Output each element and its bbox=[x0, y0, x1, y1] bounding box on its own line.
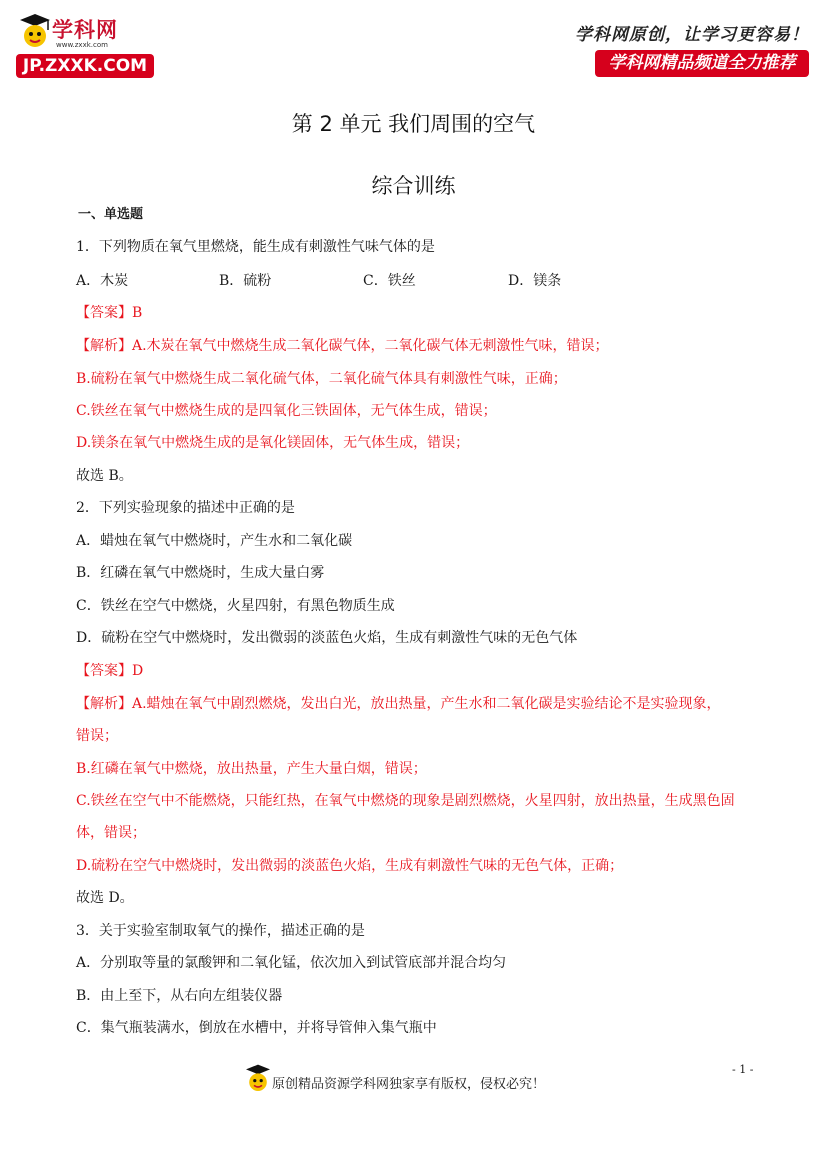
logo-brand: 学科网 bbox=[52, 18, 118, 42]
option-b: B．硫粉 bbox=[219, 273, 272, 289]
option-a: A．木炭 bbox=[76, 273, 129, 289]
logo-site-badge[interactable]: JP.ZXXK.COM bbox=[16, 54, 154, 78]
analysis-line: C.铁丝在空气中不能燃烧，只能红热，在氧气中燃烧的现象是剧烈燃烧，火星四射，放出热量，生成黑色固 bbox=[76, 793, 735, 809]
analysis-line: B.红磷在氧气中燃烧，放出热量，产生大量白烟，错误； bbox=[76, 761, 427, 777]
conclusion: 故选 B。 bbox=[76, 468, 133, 484]
option-c: C．集气瓶装满水，倒放在水槽中，并将导管伸入集气瓶中 bbox=[76, 1020, 437, 1036]
page-title: 第 2 单元 我们周围的空气 bbox=[291, 112, 536, 136]
section-heading: 一、单选题 bbox=[78, 207, 144, 222]
option-c: C．铁丝在空气中燃烧，火星四射，有黑色物质生成 bbox=[76, 598, 395, 614]
option-a: A．蜡烛在氧气中燃烧时，产生水和二氧化碳 bbox=[76, 533, 353, 549]
page-number: - 1 - bbox=[732, 1063, 754, 1076]
option-c: C．铁丝 bbox=[363, 273, 416, 289]
question-stem: 3．关于实验室制取氧气的操作，描述正确的是 bbox=[76, 923, 365, 939]
footer-copyright: 原创精品资源学科网独家享有版权，侵权必究！ bbox=[272, 1077, 546, 1092]
analysis-line: B.硫粉在氧气中燃烧生成二氧化硫气体，二氧化硫气体具有刺激性气味，正确； bbox=[76, 371, 567, 387]
option-d: D．硫粉在空气中燃烧时，发出微弱的淡蓝色火焰，生成有刺激性气味的无色气体 bbox=[76, 630, 578, 646]
analysis-line: D.镁条在氧气中燃烧生成的是氧化镁固体，无气体生成，错误； bbox=[76, 435, 470, 451]
header-slogan: 学科网原创，让学习更容易！ bbox=[575, 25, 809, 45]
mascot-icon bbox=[244, 1063, 272, 1095]
answer: 【答案】B bbox=[76, 305, 143, 321]
question-stem: 2．下列实验现象的描述中正确的是 bbox=[76, 500, 295, 516]
option-b: B．由上至下，从右向左组装仪器 bbox=[76, 988, 283, 1004]
option-a: A．分别取等量的氯酸钾和二氧化锰，依次加入到试管底部并混合均匀 bbox=[76, 955, 507, 971]
analysis-line: 【解析】A.蜡烛在氧气中剧烈燃烧，发出白光，放出热量，产生水和二氧化碳是实验结论不是实验现象， bbox=[76, 696, 721, 712]
mascot-icon bbox=[18, 12, 52, 52]
option-b: B．红磷在氧气中燃烧时，生成大量白雾 bbox=[76, 565, 325, 581]
conclusion: 故选 D。 bbox=[76, 890, 134, 906]
analysis-line: C.铁丝在氧气中燃烧生成的是四氧化三铁固体，无气体生成，错误； bbox=[76, 403, 497, 419]
logo-url: www.zxxk.com bbox=[56, 41, 108, 49]
question-stem: 1．下列物质在氧气里燃烧，能生成有刺激性气味气体的是 bbox=[76, 239, 435, 255]
analysis-line: 体，错误； bbox=[76, 825, 146, 841]
answer: 【答案】D bbox=[76, 663, 144, 679]
analysis-line: 错误； bbox=[76, 728, 118, 744]
zxxk-logo[interactable] bbox=[16, 12, 156, 82]
analysis-line: 【解析】A.木炭在氧气中燃烧生成二氧化碳气体，二氧化碳气体无刺激性气味，错误； bbox=[76, 338, 609, 354]
analysis-line: D.硫粉在空气中燃烧时，发出微弱的淡蓝色火焰，生成有刺激性气味的无色气体，正确； bbox=[76, 858, 624, 874]
header-ribbon: 学科网精品频道全力推荐 bbox=[595, 50, 809, 77]
page-subtitle: 综合训练 bbox=[371, 174, 456, 198]
option-d: D．镁条 bbox=[508, 273, 562, 289]
